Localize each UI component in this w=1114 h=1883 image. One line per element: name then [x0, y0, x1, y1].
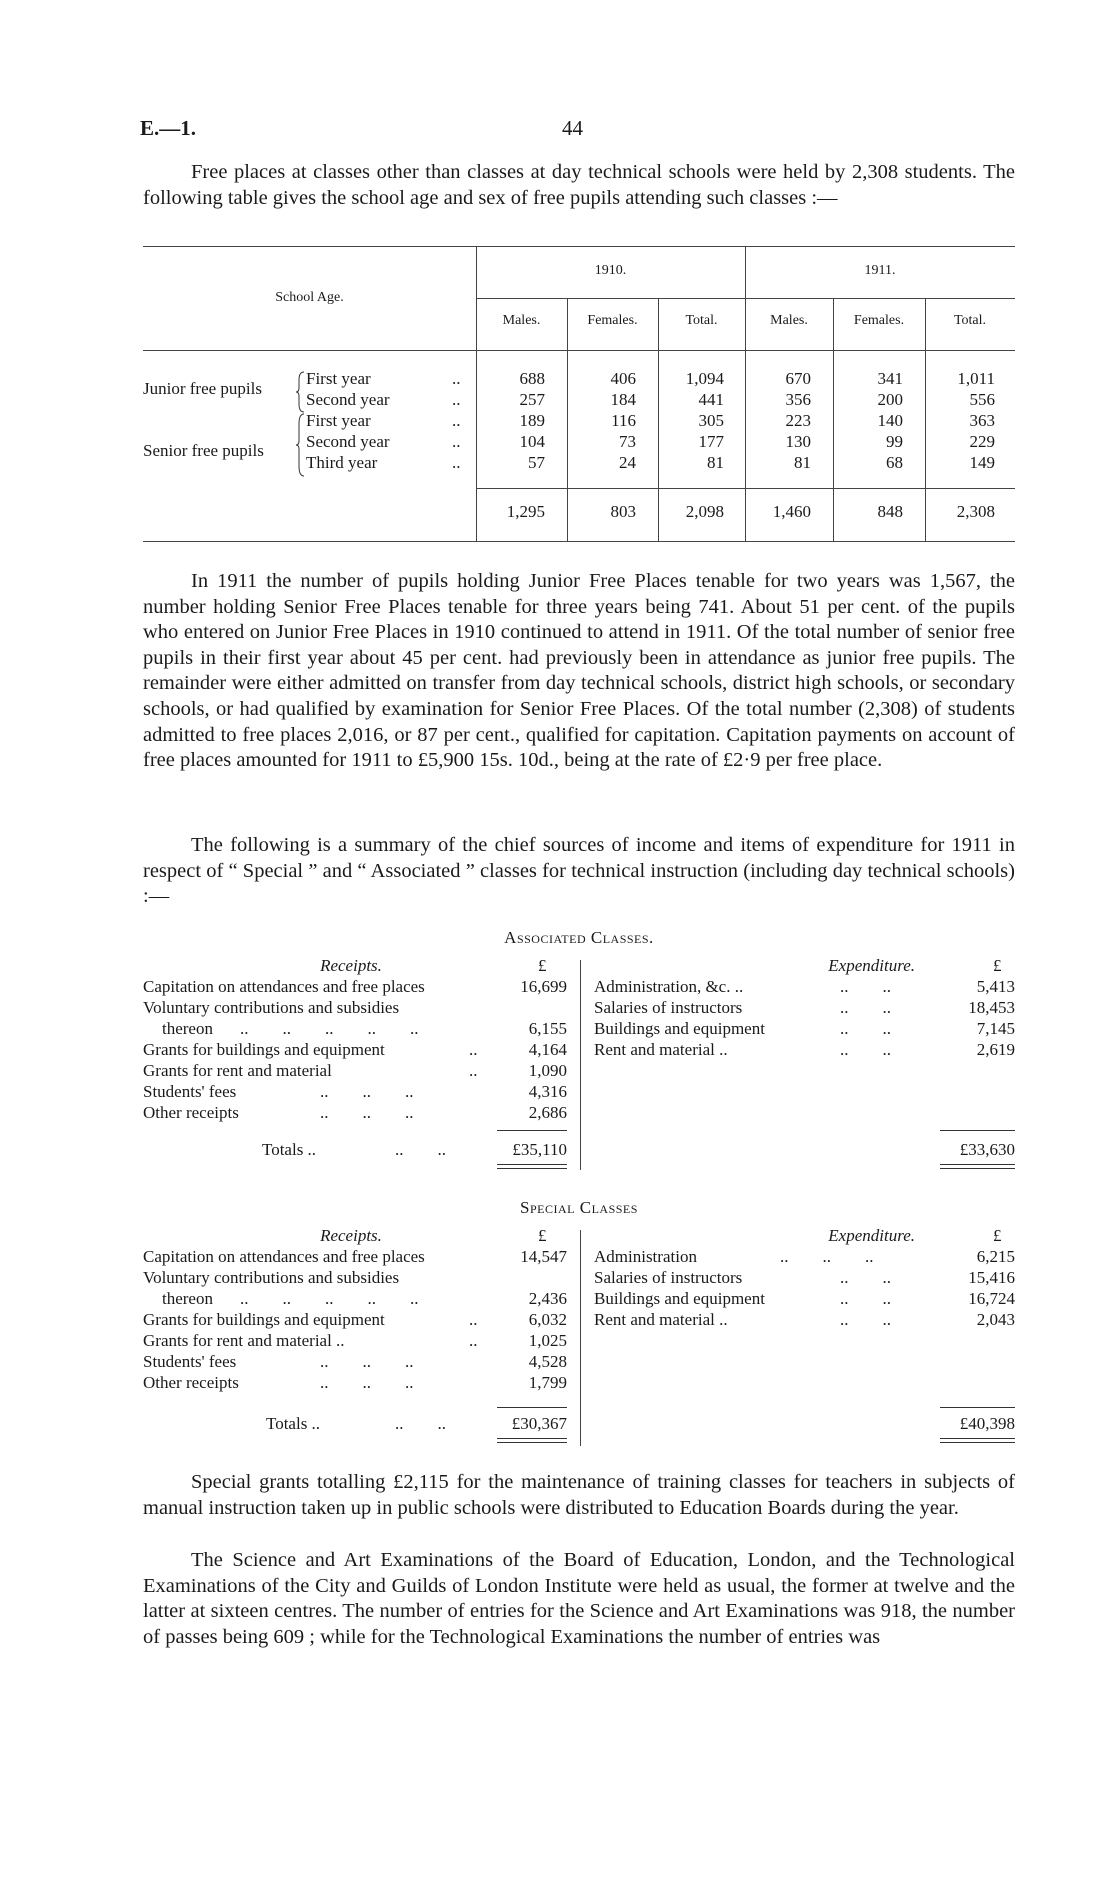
paragraph-free-places: Free places at classes other than classes at day technical schools were held by 2,308 students. The following table gives the school age and sex of free pupils attending such classes :—: [143, 161, 1015, 209]
senior-brace: [296, 412, 306, 478]
table-top-rule: [143, 246, 1015, 247]
year-1910-header: 1910.: [594, 263, 627, 278]
paragraph-free-places-1911: In 1911 the number of pupils holding Junior Free Places tenable for two years was 1,567, the number holding Senior Free Places tenable for three years being 741. About 51 per cent. of the pupils who entered on Junior Free Places in 1910 continued to attend in 1911. Of the total number of senior free pupils in their first year about 45 per cent. had previously been in attendance as junior free pupils. The remainder were either admitted on transfer from day technical schools, district high schools, or secondary schools, or had qualified by examination for Senior Free Places. Of the total number (2,308) of students admitted to free places 2,016, or 87 per cent., qualified for capitation. Capitation payments on account of free places amounted for 1911 to £5,900 15s. 10d., being at the rate of £2·9 per free place.: [143, 570, 1015, 772]
year-1911-header: 1911.: [864, 263, 896, 278]
col-total-1911: Total.: [953, 313, 987, 328]
special-expenditure-heading: Expenditure.: [828, 1226, 915, 1245]
senior-free-pupils-label: Senior free pupils: [143, 441, 264, 460]
special-expenditure-total: £40,398: [959, 1414, 1015, 1433]
paragraph-examinations: The Science and Art Examinations of the Board of Education, London, and the Technological Examinations of the City and Guilds of London Institute were held as usual, the former at twelve and the latter at sixteen centres. The number of entries for the Science and Art Examinations was 918, the number of passes being 609 ; while for the Technological Examinations the number of entries was: [143, 1549, 1015, 1648]
col-females-1910: Females.: [587, 313, 638, 328]
special-receipts-total: £30,367: [511, 1414, 567, 1433]
col-females-1911: Females.: [853, 313, 905, 328]
paragraph-summary-intro: The following is a summary of the chief sources of income and items of expenditure for 1911 in respect of “ Special ” and “ Associated ” classes for technical instruction (including day technical schools) :—: [143, 834, 1015, 908]
special-expenditure-currency: £: [993, 1226, 1002, 1245]
document-reference: E.—1.: [140, 116, 197, 140]
special-classes-title: Special Classes: [520, 1198, 638, 1217]
special-receipts-heading: Receipts.: [320, 1226, 382, 1245]
col-males-1910: Males.: [502, 313, 541, 328]
associated-receipts-currency: £: [538, 956, 547, 975]
table-bottom-rule: [143, 541, 1015, 542]
associated-classes-title: Associated Classes.: [504, 928, 654, 947]
paragraph-special-grants: Special grants totalling £2,115 for the maintenance of training classes for teachers in subjects of manual instruction taken up in public schools were distributed to Education Boards during the year.: [143, 1471, 1015, 1519]
page-number: 44: [562, 116, 583, 140]
special-totals-label: Totals ..: [266, 1414, 321, 1433]
associated-expenditure-currency: £: [993, 956, 1002, 975]
school-age-header: School Age.: [275, 290, 344, 305]
col-males-1911: Males.: [770, 313, 808, 328]
junior-free-pupils-label: Junior free pupils: [143, 379, 262, 398]
junior-brace: [296, 370, 306, 414]
special-receipts-currency: £: [538, 1226, 547, 1245]
associated-totals-label: Totals ..: [262, 1140, 317, 1159]
table-header-rule: [143, 350, 1015, 351]
associated-receipts-heading: Receipts.: [320, 956, 382, 975]
associated-receipts-total: £35,110: [512, 1140, 567, 1159]
col-total-1910: Total.: [685, 313, 718, 328]
associated-expenditure-heading: Expenditure.: [828, 956, 915, 975]
document-page: E.—1. 44 Free places at classes other than classes at day technical schools were held by 2,308 students. The following table gives the school age and sex of free pupils attending such classes :— School Age. 1910. 1911. Males. Females. Total. Males. Females. Total. Junior free pupils Senior free pupils First year .. 688 406 1,094 670 341 1,011 Second year .. 257 184 441 356 200 556 First year .. 189 116 305 223 140 363 Second year .. 104 73 177 130 99 229 Third year .. 57 24 81 81 68 149 1,295 803 2,098 1,460 848 2,308 In 1911 the number of pupils holding Junior Free Places tenable for two years was 1,567, the number holding Senior Free Places tenable for three years being 741. About 51 per cent. of the pupils who entered on Junior Free Places in 1910 continued to attend in 1911. Of the total number of senior free pupils in their first year about 45 per cent. had previously been in attendance as junior free pupils. The remainder were either admitted on transfer from day technical schools, district high schools, or secondary schools, or had qualified by examination for Senior Free Places. Of the total number (2,308) of students admitted to free places 2,016, or 87 per cent., qualified for capitation. Capitation payments on account of free places amounted for 1911 to £5,900 15s. 10d., being at the rate of £2·9 per free place. The following is a summary of the chief sources of income and items of expenditure for 1911 in respect of “ Special ” and “ Associated ” classes for technical instruction (including day technical schools) :— Associated Classes. Receipts. £ Expenditure. £ Capitation on attendances and free places 16,699 Voluntary contributions and subsidies thereon .. .. .. .. .. 6,155 Grants for buildings and equipment .. 4,164 Grants for rent and material .. 1,090 Students' fees .. .. .. 4,316 Other receipts .. .. .. 2,686 Administration, &c. .. .. .. 5,413 Salaries of instructors .. .. 18,453 Buildings and equipment .. .. 7,145 Rent and material .. .. .. 2,619 Totals .. .. .. £35,110 £33,630 Special Classes Receipts. £ Expenditure. £ Capitation on attendances and free places 14,547 Voluntary contributions and subsidies thereon .. .. .. .. .. 2,436 Grants for buildings and equipment .. 6,032 Grants for rent and material .. .. 1,025 Students' fees .. .. .. 4,528 Other receipts .. .. .. 1,799 Administration .. .. .. 6,215 Salaries of instructors .. .. 15,416 Buildings and equipment .. .. 16,724 Rent and material .. .. .. 2,043 Totals .. .. .. £30,367 £40,398 Special grants totalling £2,115 for the maintenance of training classes for teachers in subjects of manual instruction taken up in public schools were distributed to Education Boards during the year. The Science and Art Examinations of the Board of Education, London, and the Technological Examinations of the City and Guilds of London Institute were held as usual, the former at twelve and the latter at sixteen centres. The number of entries for the Science and Art Examinations was 918, the number of passes being 609 ; while for the Technological Examinations the number of entries was: [0, 0, 1114, 1883]
associated-expenditure-total: £33,630: [959, 1140, 1015, 1159]
